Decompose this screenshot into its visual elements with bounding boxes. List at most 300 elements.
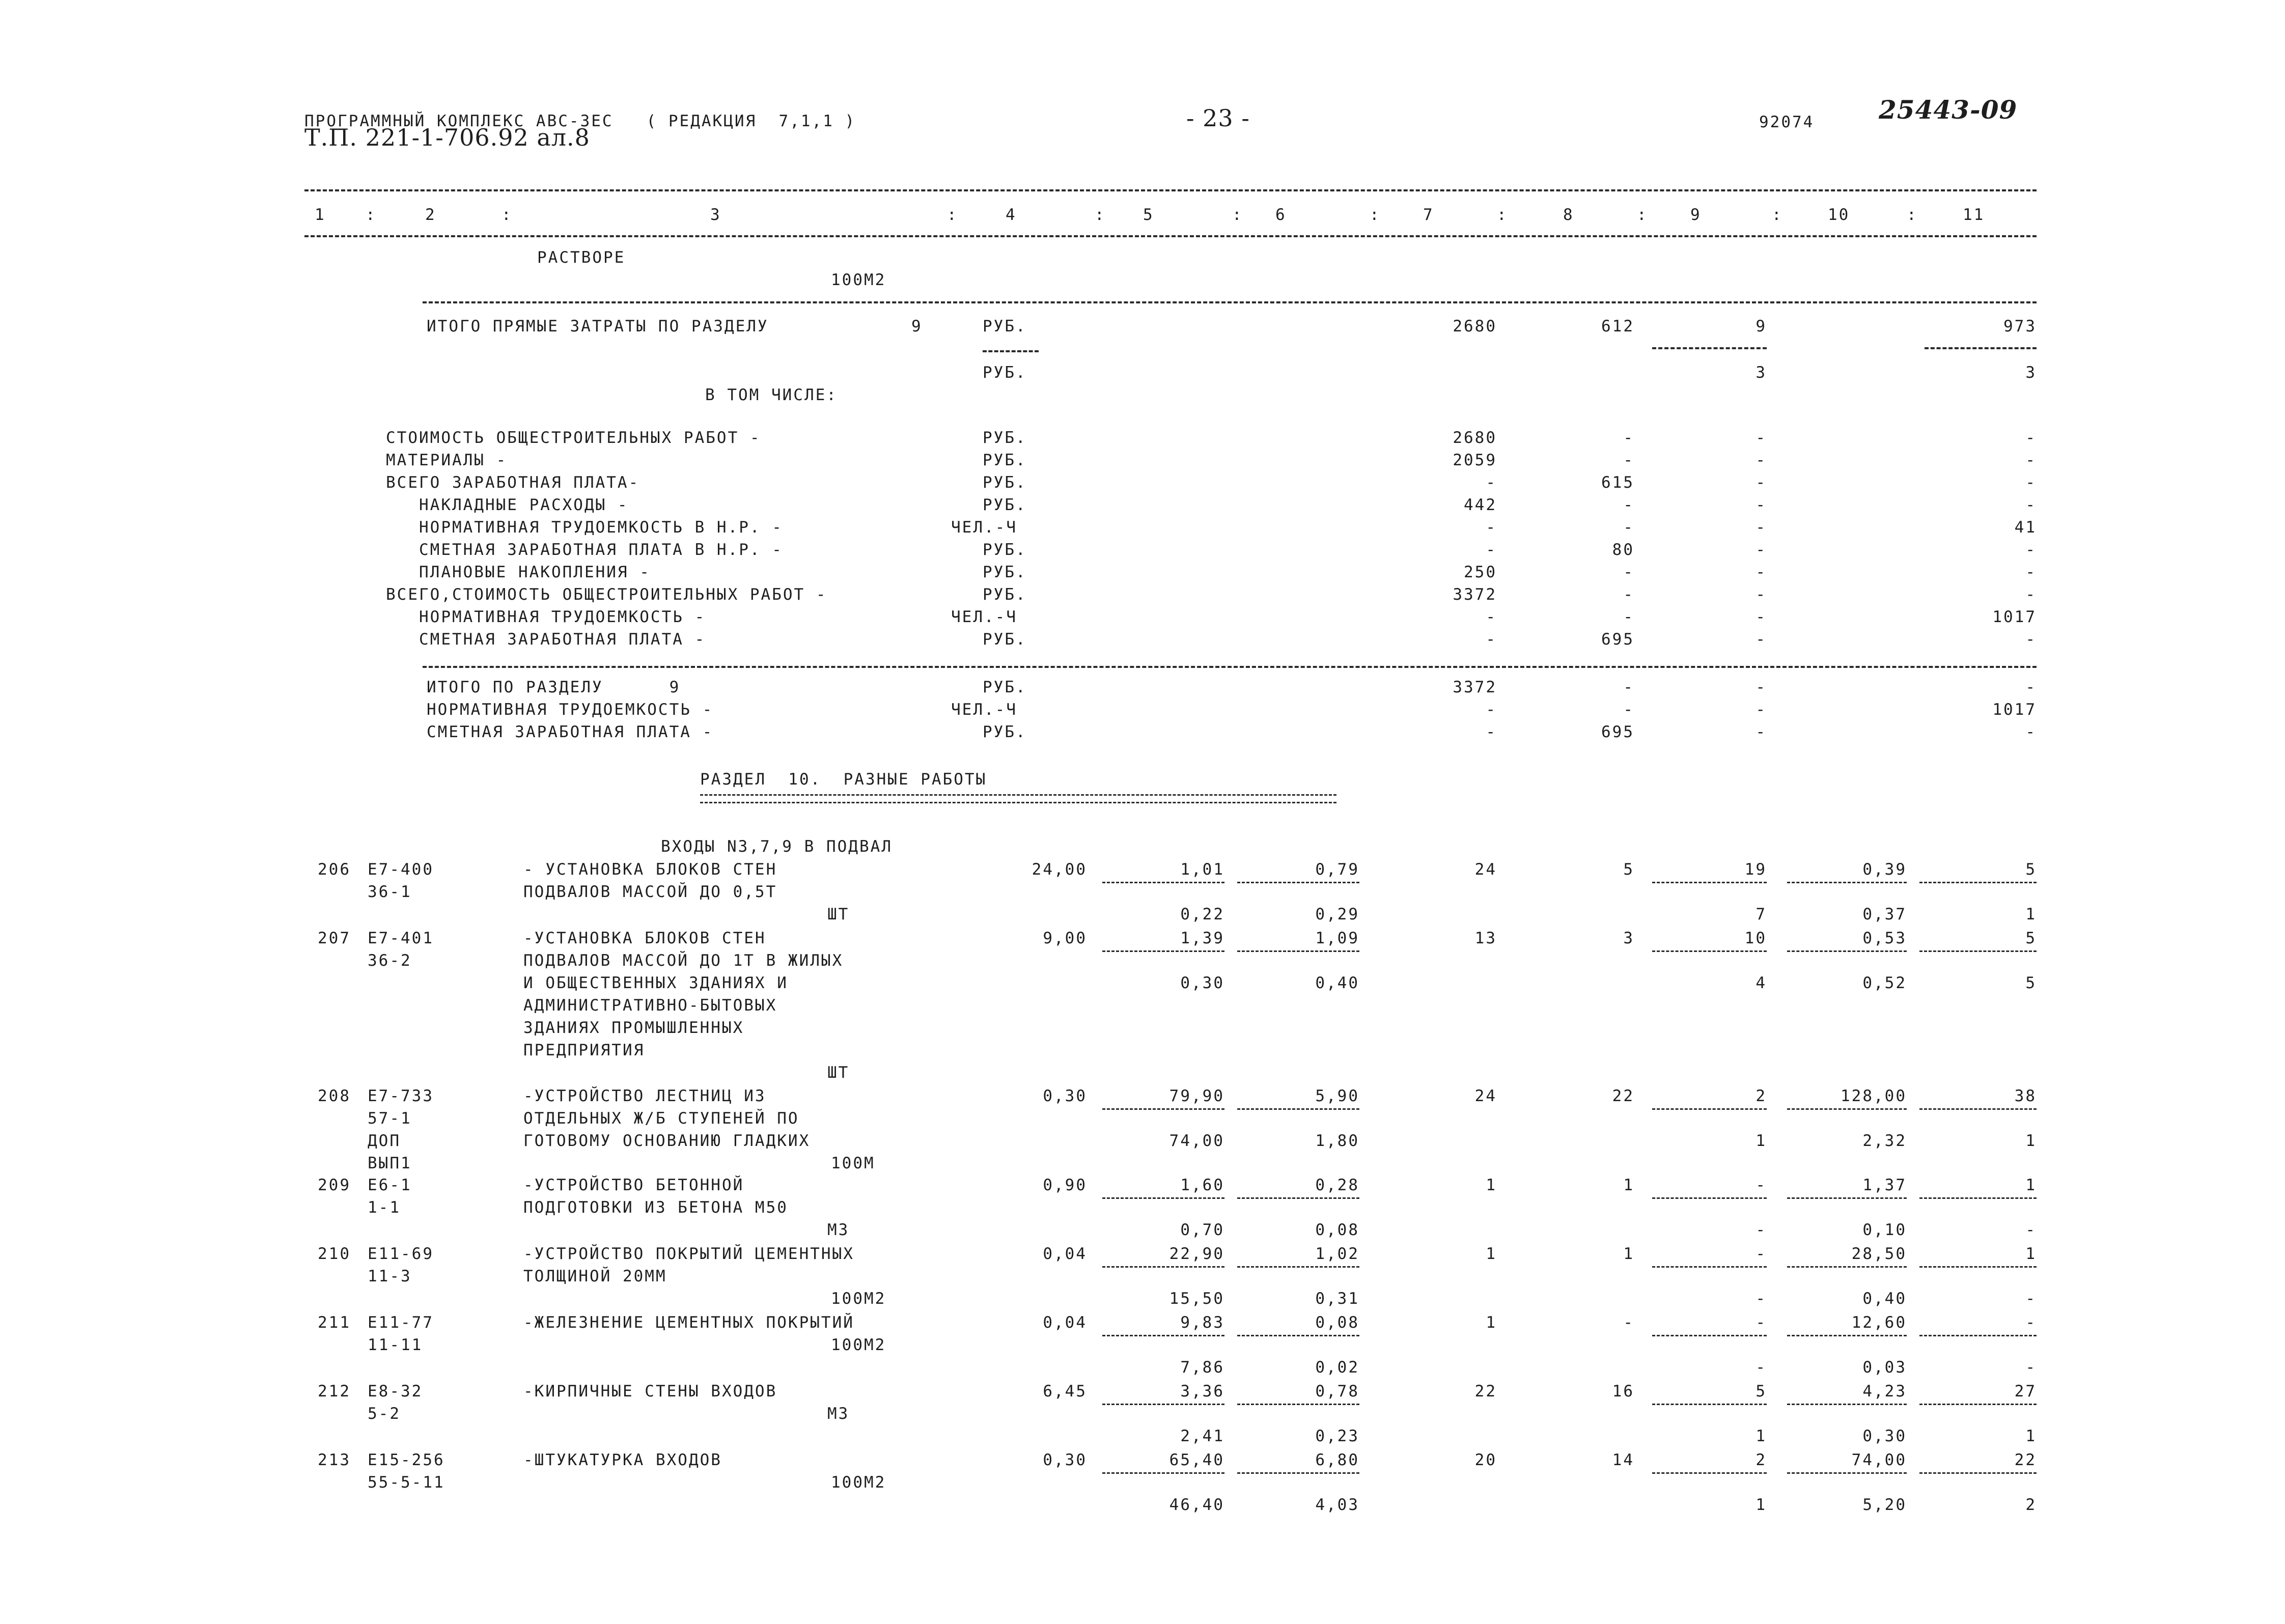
breakdown-unit: РУБ.	[983, 429, 1027, 447]
item-description: ПРЕДПРИЯТИЯ	[523, 1041, 645, 1059]
breakdown-unit: ЧЕЛ.-Ч	[951, 608, 1017, 626]
item-col5-labor: 7,86	[1180, 1358, 1224, 1377]
item-col8: 3	[1623, 929, 1634, 947]
item-description: -УСТАНОВКА БЛОКОВ СТЕН	[523, 929, 766, 947]
item-col10: 12,60	[1851, 1313, 1907, 1332]
section-total-col7: 3372	[1453, 678, 1497, 696]
breakdown-label: НОРМАТИВНАЯ ТРУДОЕМКОСТЬ В Н.Р. -	[386, 518, 783, 537]
item-col9: 10	[1744, 929, 1767, 947]
item-description: -КИРПИЧНЫЕ СТЕНЫ ВХОДОВ	[523, 1382, 777, 1401]
breakdown-col9: -	[1755, 473, 1767, 492]
column-separator: :	[1095, 206, 1106, 224]
breakdown-label: МАТЕРИАЛЫ -	[386, 451, 508, 469]
item-description: - УСТАНОВКА БЛОКОВ СТЕН	[523, 860, 777, 879]
item-col9-labor: -	[1755, 1290, 1767, 1308]
header-rule	[304, 235, 2037, 237]
column-underline	[1652, 1197, 1767, 1199]
breakdown-label: ПЛАНОВЫЕ НАКОПЛЕНИЯ -	[386, 563, 651, 581]
section-total-col11: 1017	[1992, 701, 2037, 719]
item-description: ПОДГОТОВКИ ИЗ БЕТОНА М50	[523, 1198, 788, 1217]
short-rule	[983, 350, 1039, 352]
column-header-2: 2	[425, 206, 436, 224]
breakdown-col8: 695	[1601, 630, 1634, 649]
item-col10-labor: 0,37	[1862, 905, 1907, 923]
column-header-6: 6	[1275, 206, 1287, 224]
item-description: -УСТРОЙСТВО ПОКРЫТИЙ ЦЕМЕНТНЫХ	[523, 1245, 854, 1263]
breakdown-col8: 615	[1601, 473, 1634, 492]
column-separator: :	[947, 206, 958, 224]
breakdown-col11: -	[2025, 585, 2037, 604]
breakdown-col9: -	[1755, 630, 1767, 649]
section-total-col8: 695	[1601, 723, 1634, 741]
item-col5-labor: 0,70	[1180, 1221, 1224, 1239]
item-col8: 16	[1612, 1382, 1634, 1401]
item-col7: 24	[1474, 1087, 1497, 1105]
column-underline	[1919, 1335, 2037, 1336]
item-col10: 1,37	[1862, 1176, 1907, 1194]
column-underline	[1102, 1266, 1224, 1268]
section-total-col8: -	[1623, 701, 1634, 719]
column-separator: :	[1637, 206, 1648, 224]
column-header-10: 10	[1828, 206, 1850, 224]
item-col5-labor: 46,40	[1169, 1496, 1224, 1514]
column-header-8: 8	[1563, 206, 1574, 224]
column-separator: :	[501, 206, 513, 224]
section-total-col11: -	[2025, 678, 2037, 696]
column-underline	[1237, 1335, 1359, 1336]
column-underline	[1237, 882, 1359, 883]
item-col5-labor: 2,41	[1180, 1427, 1224, 1445]
item-unit: 100М2	[831, 1473, 886, 1492]
item-unit: 100М2	[831, 1290, 886, 1308]
item-description: -ЖЕЛЕЗНЕНИЕ ЦЕМЕНТНЫХ ПОКРЫТИЙ	[523, 1313, 854, 1332]
item-code: 5-2	[368, 1405, 401, 1423]
item-col5: 79,90	[1169, 1087, 1224, 1105]
column-separator: :	[1232, 206, 1243, 224]
item-col5: 1,39	[1180, 929, 1224, 947]
breakdown-label: НАКЛАДНЫЕ РАСХОДЫ -	[386, 496, 629, 514]
column-underline	[1787, 1472, 1907, 1474]
item-col11: 5	[2025, 860, 2037, 879]
item-description: -УСТРОЙСТВО БЕТОННОЙ	[523, 1176, 744, 1194]
breakdown-unit: РУБ.	[983, 563, 1027, 581]
item-unit: ШТ	[827, 1063, 850, 1082]
section-title: РАЗДЕЛ 10. РАЗНЫЕ РАБОТЫ	[700, 770, 987, 789]
item-description: -УСТРОЙСТВО ЛЕСТНИЦ ИЗ	[523, 1087, 766, 1105]
breakdown-label: СМЕТНАЯ ЗАРАБОТНАЯ ПЛАТА В Н.Р. -	[386, 541, 783, 559]
column-separator: :	[1772, 206, 1783, 224]
item-col9: 19	[1744, 860, 1767, 879]
section-total-unit: ЧЕЛ.-Ч	[951, 701, 1017, 719]
column-underline	[1652, 1472, 1767, 1474]
item-code: Е8-32	[368, 1382, 423, 1401]
item-code: Е7-733	[368, 1087, 434, 1105]
breakdown-label: ВСЕГО ЗАРАБОТНАЯ ПЛАТА-	[386, 473, 640, 492]
column-header-7: 7	[1423, 206, 1434, 224]
column-underline	[1652, 882, 1767, 883]
breakdown-unit: ЧЕЛ.-Ч	[951, 518, 1017, 537]
column-underline	[1919, 1472, 2037, 1474]
item-col9: 2	[1755, 1087, 1767, 1105]
section-total-unit: РУБ.	[983, 723, 1027, 741]
column-header-11: 11	[1963, 206, 1985, 224]
item-number: 206	[318, 860, 351, 879]
column-header-3: 3	[710, 206, 721, 224]
item-number: 212	[318, 1382, 351, 1401]
item-code: Е15-256	[368, 1451, 445, 1469]
total-col11: 973	[2003, 317, 2037, 335]
item-col11: 27	[2014, 1382, 2037, 1401]
item-col9: -	[1755, 1313, 1767, 1332]
item-col11-labor: -	[2025, 1358, 2037, 1377]
total-col7: 2680	[1453, 317, 1497, 335]
item-quantity: 0,04	[1043, 1245, 1087, 1263]
item-description: И ОБЩЕСТВЕННЫХ ЗДАНИЯХ И	[523, 974, 788, 992]
item-col6-labor: 0,23	[1315, 1427, 1359, 1445]
item-col11: 5	[2025, 929, 2037, 947]
breakdown-col11: -	[2025, 496, 2037, 514]
breakdown-col7: 3372	[1453, 585, 1497, 604]
item-code: 11-11	[368, 1336, 423, 1354]
item-col6-labor: 0,02	[1315, 1358, 1359, 1377]
breakdown-col7: -	[1486, 473, 1497, 492]
item-quantity: 0,90	[1043, 1176, 1087, 1194]
item-col7: 24	[1474, 860, 1497, 879]
item-code: Е7-400	[368, 860, 434, 879]
item-col11-labor: 2	[2025, 1496, 2037, 1514]
document-code: 92074	[1759, 113, 1815, 131]
column-separator: :	[366, 206, 377, 224]
item-col10-labor: 0,30	[1862, 1427, 1907, 1445]
breakdown-col11: -	[2025, 541, 2037, 559]
breakdown-col7: 250	[1464, 563, 1497, 581]
breakdown-col9: -	[1755, 496, 1767, 514]
breakdown-col11: -	[2025, 473, 2037, 492]
handwritten-document-number: 25443-09	[1879, 95, 2018, 125]
item-col6-labor: 0,31	[1315, 1290, 1359, 1308]
total2-col11: 3	[2025, 363, 2037, 382]
item-col9: -	[1755, 1245, 1767, 1263]
column-underline	[1102, 1108, 1224, 1110]
item-code: 36-1	[368, 883, 412, 901]
section-total-col9: -	[1755, 723, 1767, 741]
column-separator: :	[1907, 206, 1918, 224]
item-col5: 9,83	[1180, 1313, 1224, 1332]
item-col10: 0,53	[1862, 929, 1907, 947]
item-col9-labor: -	[1755, 1358, 1767, 1377]
column-header-4: 4	[1006, 206, 1017, 224]
item-col5-labor: 74,00	[1169, 1132, 1224, 1150]
breakdown-col7: 2059	[1453, 451, 1497, 469]
column-underline	[1652, 1335, 1767, 1336]
item-col7: 22	[1474, 1382, 1497, 1401]
item-col11: -	[2025, 1313, 2037, 1332]
item-quantity: 0,30	[1043, 1087, 1087, 1105]
section-total-label: НОРМАТИВНАЯ ТРУДОЕМКОСТЬ -	[427, 701, 714, 719]
column-underline	[1237, 1472, 1359, 1474]
item-description: ПОДВАЛОВ МАССОЙ ДО 1Т В ЖИЛЫХ	[523, 951, 844, 970]
item-col6: 0,79	[1315, 860, 1359, 879]
section-total-unit: РУБ.	[983, 678, 1027, 696]
item-unit: 100М	[831, 1154, 875, 1172]
breakdown-unit: РУБ.	[983, 473, 1027, 492]
column-header-1: 1	[315, 206, 326, 224]
item-number: 209	[318, 1176, 351, 1194]
breakdown-col7: 2680	[1453, 429, 1497, 447]
item-quantity: 0,04	[1043, 1313, 1087, 1332]
item-col6-labor: 0,40	[1315, 974, 1359, 992]
item-col11-labor: 5	[2025, 974, 2037, 992]
column-underline	[1787, 1404, 1907, 1405]
item-code: ВЫП1	[368, 1154, 412, 1172]
item-col10: 128,00	[1841, 1087, 1907, 1105]
unit-label: 100М2	[831, 271, 886, 289]
breakdown-col7: -	[1486, 518, 1497, 537]
section-total-col7: -	[1486, 723, 1497, 741]
breakdown-col9: -	[1755, 563, 1767, 581]
breakdown-col11: -	[2025, 451, 2037, 469]
item-col5-labor: 15,50	[1169, 1290, 1224, 1308]
column-separator: :	[1497, 206, 1508, 224]
item-col10: 0,39	[1862, 860, 1907, 879]
breakdown-col11: -	[2025, 563, 2037, 581]
item-col9: -	[1755, 1176, 1767, 1194]
column-underline	[1102, 1335, 1224, 1336]
breakdown-col8: -	[1623, 429, 1634, 447]
item-col7: 1	[1486, 1176, 1497, 1194]
double-rule	[700, 794, 1336, 803]
item-code: 1-1	[368, 1198, 401, 1217]
item-col10-labor: 0,10	[1862, 1221, 1907, 1239]
direct-costs-label: ИТОГО ПРЯМЫЕ ЗАТРАТЫ ПО РАЗДЕЛУ	[427, 317, 769, 335]
item-code: 11-3	[368, 1267, 412, 1285]
column-underline	[1652, 950, 1767, 952]
item-col8: 1	[1623, 1245, 1634, 1263]
top-rule	[304, 189, 2037, 191]
item-col10-labor: 0,03	[1862, 1358, 1907, 1377]
item-col11-labor: 1	[2025, 905, 2037, 923]
item-col10: 4,23	[1862, 1382, 1907, 1401]
item-col8: 1	[1623, 1176, 1634, 1194]
breakdown-col11: -	[2025, 429, 2037, 447]
item-quantity: 6,45	[1043, 1382, 1087, 1401]
column-underline	[1787, 950, 1907, 952]
breakdown-col9: -	[1755, 451, 1767, 469]
total2-col9: 3	[1755, 363, 1767, 382]
item-col5-labor: 0,22	[1180, 905, 1224, 923]
column-underline	[1237, 950, 1359, 952]
rule	[423, 301, 2037, 303]
section-subtitle: ВХОДЫ N3,7,9 В ПОДВАЛ	[661, 837, 893, 856]
item-description: ГОТОВОМУ ОСНОВАНИЮ ГЛАДКИХ	[523, 1132, 811, 1150]
total-col9: 9	[1755, 317, 1767, 335]
breakdown-unit: РУБ.	[983, 585, 1027, 604]
breakdown-col7: 442	[1464, 496, 1497, 514]
item-code: 55-5-11	[368, 1473, 445, 1492]
item-col11-labor: 1	[2025, 1427, 2037, 1445]
item-col9-labor: 7	[1755, 905, 1767, 923]
section-total-col9: -	[1755, 678, 1767, 696]
item-col9-labor: 1	[1755, 1132, 1767, 1150]
item-col9-labor: 4	[1755, 974, 1767, 992]
breakdown-label: ВСЕГО,СТОИМОСТЬ ОБЩЕСТРОИТЕЛЬНЫХ РАБОТ -	[386, 585, 827, 604]
item-col7: 1	[1486, 1245, 1497, 1263]
breakdown-unit: РУБ.	[983, 541, 1027, 559]
item-code: Е6-1	[368, 1176, 412, 1194]
item-col5: 1,60	[1180, 1176, 1224, 1194]
item-description: -ШТУКАТУРКА ВХОДОВ	[523, 1451, 722, 1469]
item-col7: 1	[1486, 1313, 1497, 1332]
breakdown-col7: -	[1486, 541, 1497, 559]
item-number: 213	[318, 1451, 351, 1469]
item-col6: 5,90	[1315, 1087, 1359, 1105]
column-underline	[1919, 950, 2037, 952]
breakdown-col11: 41	[2014, 518, 2037, 537]
breakdown-col8: -	[1623, 608, 1634, 626]
column-underline	[1787, 1197, 1907, 1199]
column-underline	[1919, 882, 2037, 883]
item-col6-labor: 0,29	[1315, 905, 1359, 923]
short-rule	[1925, 347, 2037, 349]
column-underline	[1237, 1266, 1359, 1268]
column-underline	[1652, 1266, 1767, 1268]
section-total-col7: -	[1486, 701, 1497, 719]
breakdown-col8: -	[1623, 496, 1634, 514]
item-col5: 3,36	[1180, 1382, 1224, 1401]
item-col9-labor: 1	[1755, 1496, 1767, 1514]
text-line: РАСТВОРЕ	[537, 248, 626, 267]
item-col6-labor: 4,03	[1315, 1496, 1359, 1514]
project-reference: Т.П. 221-1-706.92 ал.8	[304, 124, 590, 151]
item-col10-labor: 0,52	[1862, 974, 1907, 992]
breakdown-label: СМЕТНАЯ ЗАРАБОТНАЯ ПЛАТА -	[386, 630, 706, 649]
section-total-label: СМЕТНАЯ ЗАРАБОТНАЯ ПЛАТА -	[427, 723, 714, 741]
item-col8: 22	[1612, 1087, 1634, 1105]
item-number: 208	[318, 1087, 351, 1105]
including-label: В ТОМ ЧИСЛЕ:	[705, 386, 838, 404]
breakdown-col9: -	[1755, 541, 1767, 559]
item-col7: 13	[1474, 929, 1497, 947]
section-total-label: ИТОГО ПО РАЗДЕЛУ 9	[427, 678, 681, 696]
column-underline	[1102, 1472, 1224, 1474]
item-unit: ШТ	[827, 905, 850, 923]
breakdown-col11: -	[2025, 630, 2037, 649]
page-number: - 23 -	[1186, 104, 1250, 132]
column-underline	[1919, 1197, 2037, 1199]
breakdown-col9: -	[1755, 585, 1767, 604]
breakdown-unit: РУБ.	[983, 451, 1027, 469]
column-underline	[1787, 1335, 1907, 1336]
item-code: Е11-69	[368, 1245, 434, 1263]
item-quantity: 24,00	[1032, 860, 1087, 879]
column-underline	[1919, 1108, 2037, 1110]
item-number: 207	[318, 929, 351, 947]
breakdown-col9: -	[1755, 608, 1767, 626]
column-header-5: 5	[1143, 206, 1154, 224]
item-col9-labor: -	[1755, 1221, 1767, 1239]
item-col11: 22	[2014, 1451, 2037, 1469]
item-description: ТОЛЩИНОЙ 20ММ	[523, 1267, 667, 1285]
breakdown-col8: -	[1623, 585, 1634, 604]
item-col9: 2	[1755, 1451, 1767, 1469]
item-col11-labor: 1	[2025, 1132, 2037, 1150]
column-underline	[1652, 1404, 1767, 1405]
section-total-col11: -	[2025, 723, 2037, 741]
column-underline	[1102, 950, 1224, 952]
item-description: ОТДЕЛЬНЫХ Ж/Б СТУПЕНЕЙ ПО	[523, 1109, 799, 1128]
breakdown-col8: -	[1623, 563, 1634, 581]
item-col11-labor: -	[2025, 1290, 2037, 1308]
item-description: АДМИНИСТРАТИВНО-БЫТОВЫХ	[523, 996, 777, 1015]
item-col9-labor: 1	[1755, 1427, 1767, 1445]
item-col6: 0,08	[1315, 1313, 1359, 1332]
column-underline	[1919, 1404, 2037, 1405]
item-col10-labor: 2,32	[1862, 1132, 1907, 1150]
program-title: ПРОГРАММНЫЙ КОМПЛЕКС АВС-3ЕС ( РЕДАКЦИЯ 7,1,1 )	[304, 112, 856, 130]
column-underline	[1102, 882, 1224, 883]
breakdown-label: СТОИМОСТЬ ОБЩЕСТРОИТЕЛЬНЫХ РАБОТ -	[386, 429, 761, 447]
column-underline	[1652, 1108, 1767, 1110]
column-underline	[1787, 1108, 1907, 1110]
item-col10-labor: 0,40	[1862, 1290, 1907, 1308]
item-col8: 14	[1612, 1451, 1634, 1469]
column-underline	[1787, 1266, 1907, 1268]
breakdown-col7: -	[1486, 608, 1497, 626]
item-description: ПОДВАЛОВ МАССОЙ ДО 0,5Т	[523, 883, 777, 901]
item-col5: 65,40	[1169, 1451, 1224, 1469]
item-col6-labor: 0,08	[1315, 1221, 1359, 1239]
column-underline	[1237, 1108, 1359, 1110]
item-unit: М3	[827, 1221, 850, 1239]
column-underline	[1919, 1266, 2037, 1268]
breakdown-col9: -	[1755, 429, 1767, 447]
column-underline	[1237, 1404, 1359, 1405]
section-number: 9	[911, 317, 923, 335]
item-col6: 6,80	[1315, 1451, 1359, 1469]
item-col6-labor: 1,80	[1315, 1132, 1359, 1150]
short-rule	[1652, 347, 1767, 349]
item-col10: 74,00	[1851, 1451, 1907, 1469]
rule	[423, 666, 2037, 668]
breakdown-col9: -	[1755, 518, 1767, 537]
total-col8: 612	[1601, 317, 1634, 335]
item-col7: 20	[1474, 1451, 1497, 1469]
item-col5: 22,90	[1169, 1245, 1224, 1263]
column-underline	[1102, 1404, 1224, 1405]
item-col11-labor: -	[2025, 1221, 2037, 1239]
breakdown-col8: 80	[1612, 541, 1634, 559]
item-col6: 1,09	[1315, 929, 1359, 947]
breakdown-col7: -	[1486, 630, 1497, 649]
item-unit: М3	[827, 1405, 850, 1423]
breakdown-label: НОРМАТИВНАЯ ТРУДОЕМКОСТЬ -	[386, 608, 706, 626]
item-col6: 0,28	[1315, 1176, 1359, 1194]
item-code: ДОП	[368, 1132, 401, 1150]
item-col11: 38	[2014, 1087, 2037, 1105]
item-code: 36-2	[368, 951, 412, 970]
item-col6: 1,02	[1315, 1245, 1359, 1263]
item-quantity: 9,00	[1043, 929, 1087, 947]
item-col8: 5	[1623, 860, 1634, 879]
item-code: Е11-77	[368, 1313, 434, 1332]
unit-rub: РУБ.	[983, 317, 1027, 335]
item-col10-labor: 5,20	[1862, 1496, 1907, 1514]
item-number: 211	[318, 1313, 351, 1332]
breakdown-unit: РУБ.	[983, 630, 1027, 649]
item-col8: -	[1623, 1313, 1634, 1332]
item-col11: 1	[2025, 1245, 2037, 1263]
item-code: 57-1	[368, 1109, 412, 1128]
